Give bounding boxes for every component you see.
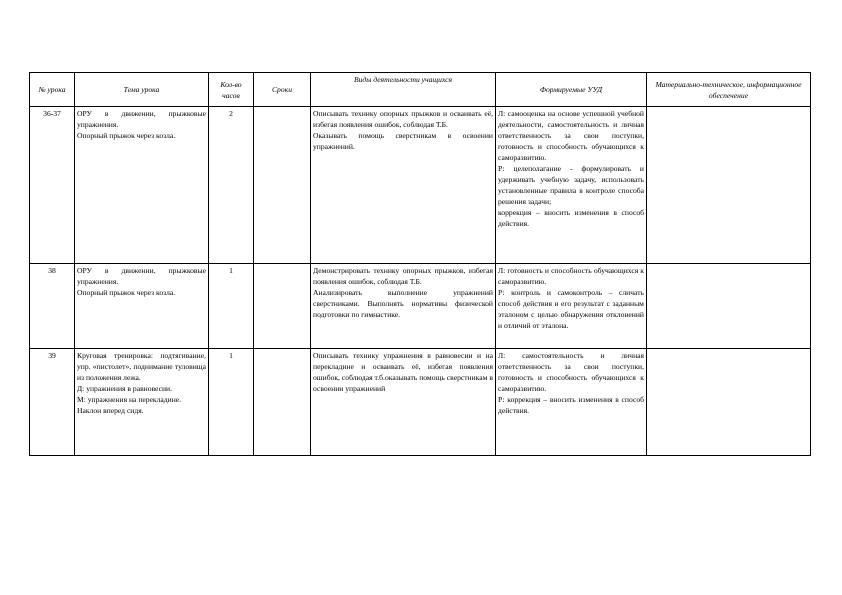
lesson-dates: [254, 107, 311, 264]
lesson-activities: [311, 107, 496, 264]
uud-line: коррекция – вносить изменения в способ действия.: [498, 208, 644, 228]
header-lesson-number: № урока: [30, 73, 75, 107]
activity-line: Оказывать помощь сверстникам в освоении упражнений.: [313, 131, 493, 151]
lesson-topic: [75, 264, 209, 349]
uud-line: Р: целеполагание - формулировать и удерживать учебную задачу, использовать установленные правила в контроле способа решения задачи;: [498, 164, 644, 206]
lesson-dates: [254, 349, 311, 456]
table-row: [30, 349, 811, 456]
topic-line: Опорный прыжок через козла.: [77, 288, 176, 297]
table-header-row: [30, 73, 811, 107]
topic-line: ОРУ в движении, прыжковые упражнения.: [77, 266, 206, 286]
header-uud: Формируемые УУД: [496, 73, 647, 107]
table-row: [30, 107, 811, 264]
activity-line: Описывать технику упражнения в равновесии и на перекладине и осваивать её, избегая появления ошибок, соблюдая т.б.оказывать помощь сверстникам в освоении упражнений: [313, 351, 493, 393]
uud-line: Р: контроль и самоконтроль – сличать способ действия и его результат с заданным эталоном с целью обнаружения отклонений и отличий от эталона.: [498, 288, 644, 330]
lesson-hours: 1: [209, 349, 254, 456]
table-row: [30, 264, 811, 349]
lesson-number: 38: [30, 264, 75, 349]
lesson-materials: [647, 349, 811, 456]
header-hours: Кол-во часов: [209, 73, 254, 107]
topic-line: Д: упражнения в равновесии.: [77, 384, 173, 393]
lesson-uud: [496, 107, 647, 264]
header-lesson-topic: Тема урока: [75, 73, 209, 107]
lesson-uud: [496, 264, 647, 349]
uud-line: Л: готовность и способность обучающихся к саморазвитию.: [498, 266, 644, 286]
topic-line: Наклон вперед сидя.: [77, 406, 144, 415]
header-materials: Материально-техническое, информационное обеспечение: [647, 73, 811, 107]
uud-line: Р: коррекция – вносить изменения в способ действия.: [498, 395, 644, 415]
lesson-hours: 1: [209, 264, 254, 349]
lesson-plan-table: [29, 72, 811, 456]
uud-line: Л: самостоятельность и личная ответственность за свои поступки, готовность и способность обучающихся к саморазвитию.: [498, 351, 644, 393]
uud-line: Л: самооценка на основе успешной учебной деятельности, самостоятельность и личная ответственность за свои поступки, готовность и способность обучающихся к саморазвитию.: [498, 109, 644, 162]
lesson-materials: [647, 264, 811, 349]
lesson-activities: [311, 349, 496, 456]
lesson-topic: [75, 107, 209, 264]
activity-line: Описывать технику опорных прыжков и осваивать её, избегая появления ошибок, соблюдая Т.Б.: [313, 109, 493, 129]
lesson-hours: 2: [209, 107, 254, 264]
topic-line: Круговая тренировка: подтягивание, упр. «пистолет», поднимание туловища из положения лежа.: [77, 351, 206, 382]
activity-line: Анализировать выполнение упражнений сверстниками. Выполнять нормативы физической подготовки по гимнастике.: [313, 288, 493, 319]
lesson-number: 39: [30, 349, 75, 456]
lesson-materials: [647, 107, 811, 264]
lesson-topic: [75, 349, 209, 456]
lesson-dates: [254, 264, 311, 349]
lesson-uud: [496, 349, 647, 456]
lesson-activities: [311, 264, 496, 349]
header-dates: Сроки: [254, 73, 311, 107]
lesson-number: 36-37: [30, 107, 75, 264]
topic-line: М: упражнения на перекладине.: [77, 395, 182, 404]
header-activities: Виды деятельности учащихся: [311, 73, 496, 107]
activity-line: Демонстрировать технику опорных прыжков, избегая появления ошибок, соблюдая Т.Б.: [313, 266, 493, 286]
topic-line: ОРУ в движении, прыжковые упражнения.: [77, 109, 206, 129]
topic-line: Опорный прыжок через козла.: [77, 131, 176, 140]
